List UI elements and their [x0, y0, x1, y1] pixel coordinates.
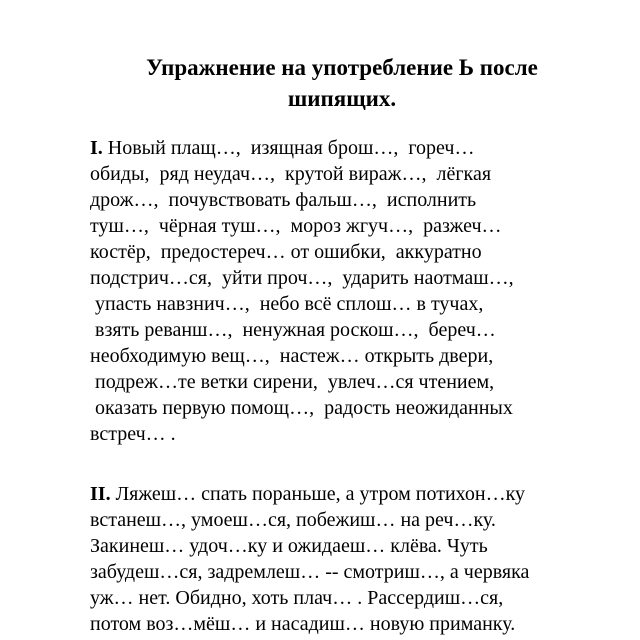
section-1-line-4: туш…, чёрная туш…, мороз жгуч…, разжеч…: [90, 215, 502, 237]
section-2-line-1: [90, 481, 630, 507]
section-1-line-9: необходимую вещ…, настеж… открыть двери,: [90, 345, 494, 367]
section-1-line-1-text: Новый плащ…, изящная брош…, гореч…: [102, 137, 475, 159]
section-2-line-2: встанеш…, умоеш…ся, побежиш… на реч…ку.: [90, 509, 496, 531]
section-1-line-2: обиды, ряд неудач…, крутой вираж…, лёгкая: [90, 163, 492, 185]
section-2-line-3: Закинеш… удоч…ку и ожидаеш… клёва. Чуть: [90, 535, 488, 557]
section-2-line-6: потом воз…мёш… и насадиш… новую приманку.: [90, 613, 516, 635]
title-line-1: Упражнение на употребление Ь после: [146, 55, 538, 80]
section-2-line-4: забудеш…ся, задремлеш… -- смотриш…, а червяка: [90, 561, 530, 583]
title-line-2: шипящих.: [287, 86, 397, 111]
section-1-line-8: взять реванш…, ненужная роскош…, береч…: [90, 319, 496, 341]
section-1-line-7: упасть навзнич…, небо всё сплош… в тучах,: [90, 293, 484, 315]
section-1-line-1: [90, 135, 630, 161]
section-2-line-1-text: Ляжеш… спать пораньше, а утром потихон…ку: [110, 483, 526, 505]
section-2-numeral: II.: [90, 483, 111, 505]
section-1-line-12: встреч… .: [90, 423, 176, 445]
section-1-line-6: подстрич…ся, уйти проч…, ударить наотмаш…,: [90, 267, 514, 289]
section-2-line-5: уж… нет. Обидно, хоть плач… . Рассердиш…ся,: [90, 587, 504, 609]
section-1-line-10: подреж…те ветки сирени, увлеч…ся чтением,: [90, 371, 495, 393]
section-1-line-11: оказать первую помощ…, радость неожиданных: [90, 397, 513, 419]
section-1-line-5: костёр, предостереч… от ошибки, аккуратно: [90, 241, 482, 263]
exercise-section-1: [90, 135, 630, 447]
exercise-section-2: [90, 481, 630, 637]
section-1-line-3: дрож…, почувствовать фальш…, исполнить: [90, 189, 477, 211]
section-1-numeral: I.: [90, 137, 103, 159]
exercise-title: [60, 52, 624, 114]
